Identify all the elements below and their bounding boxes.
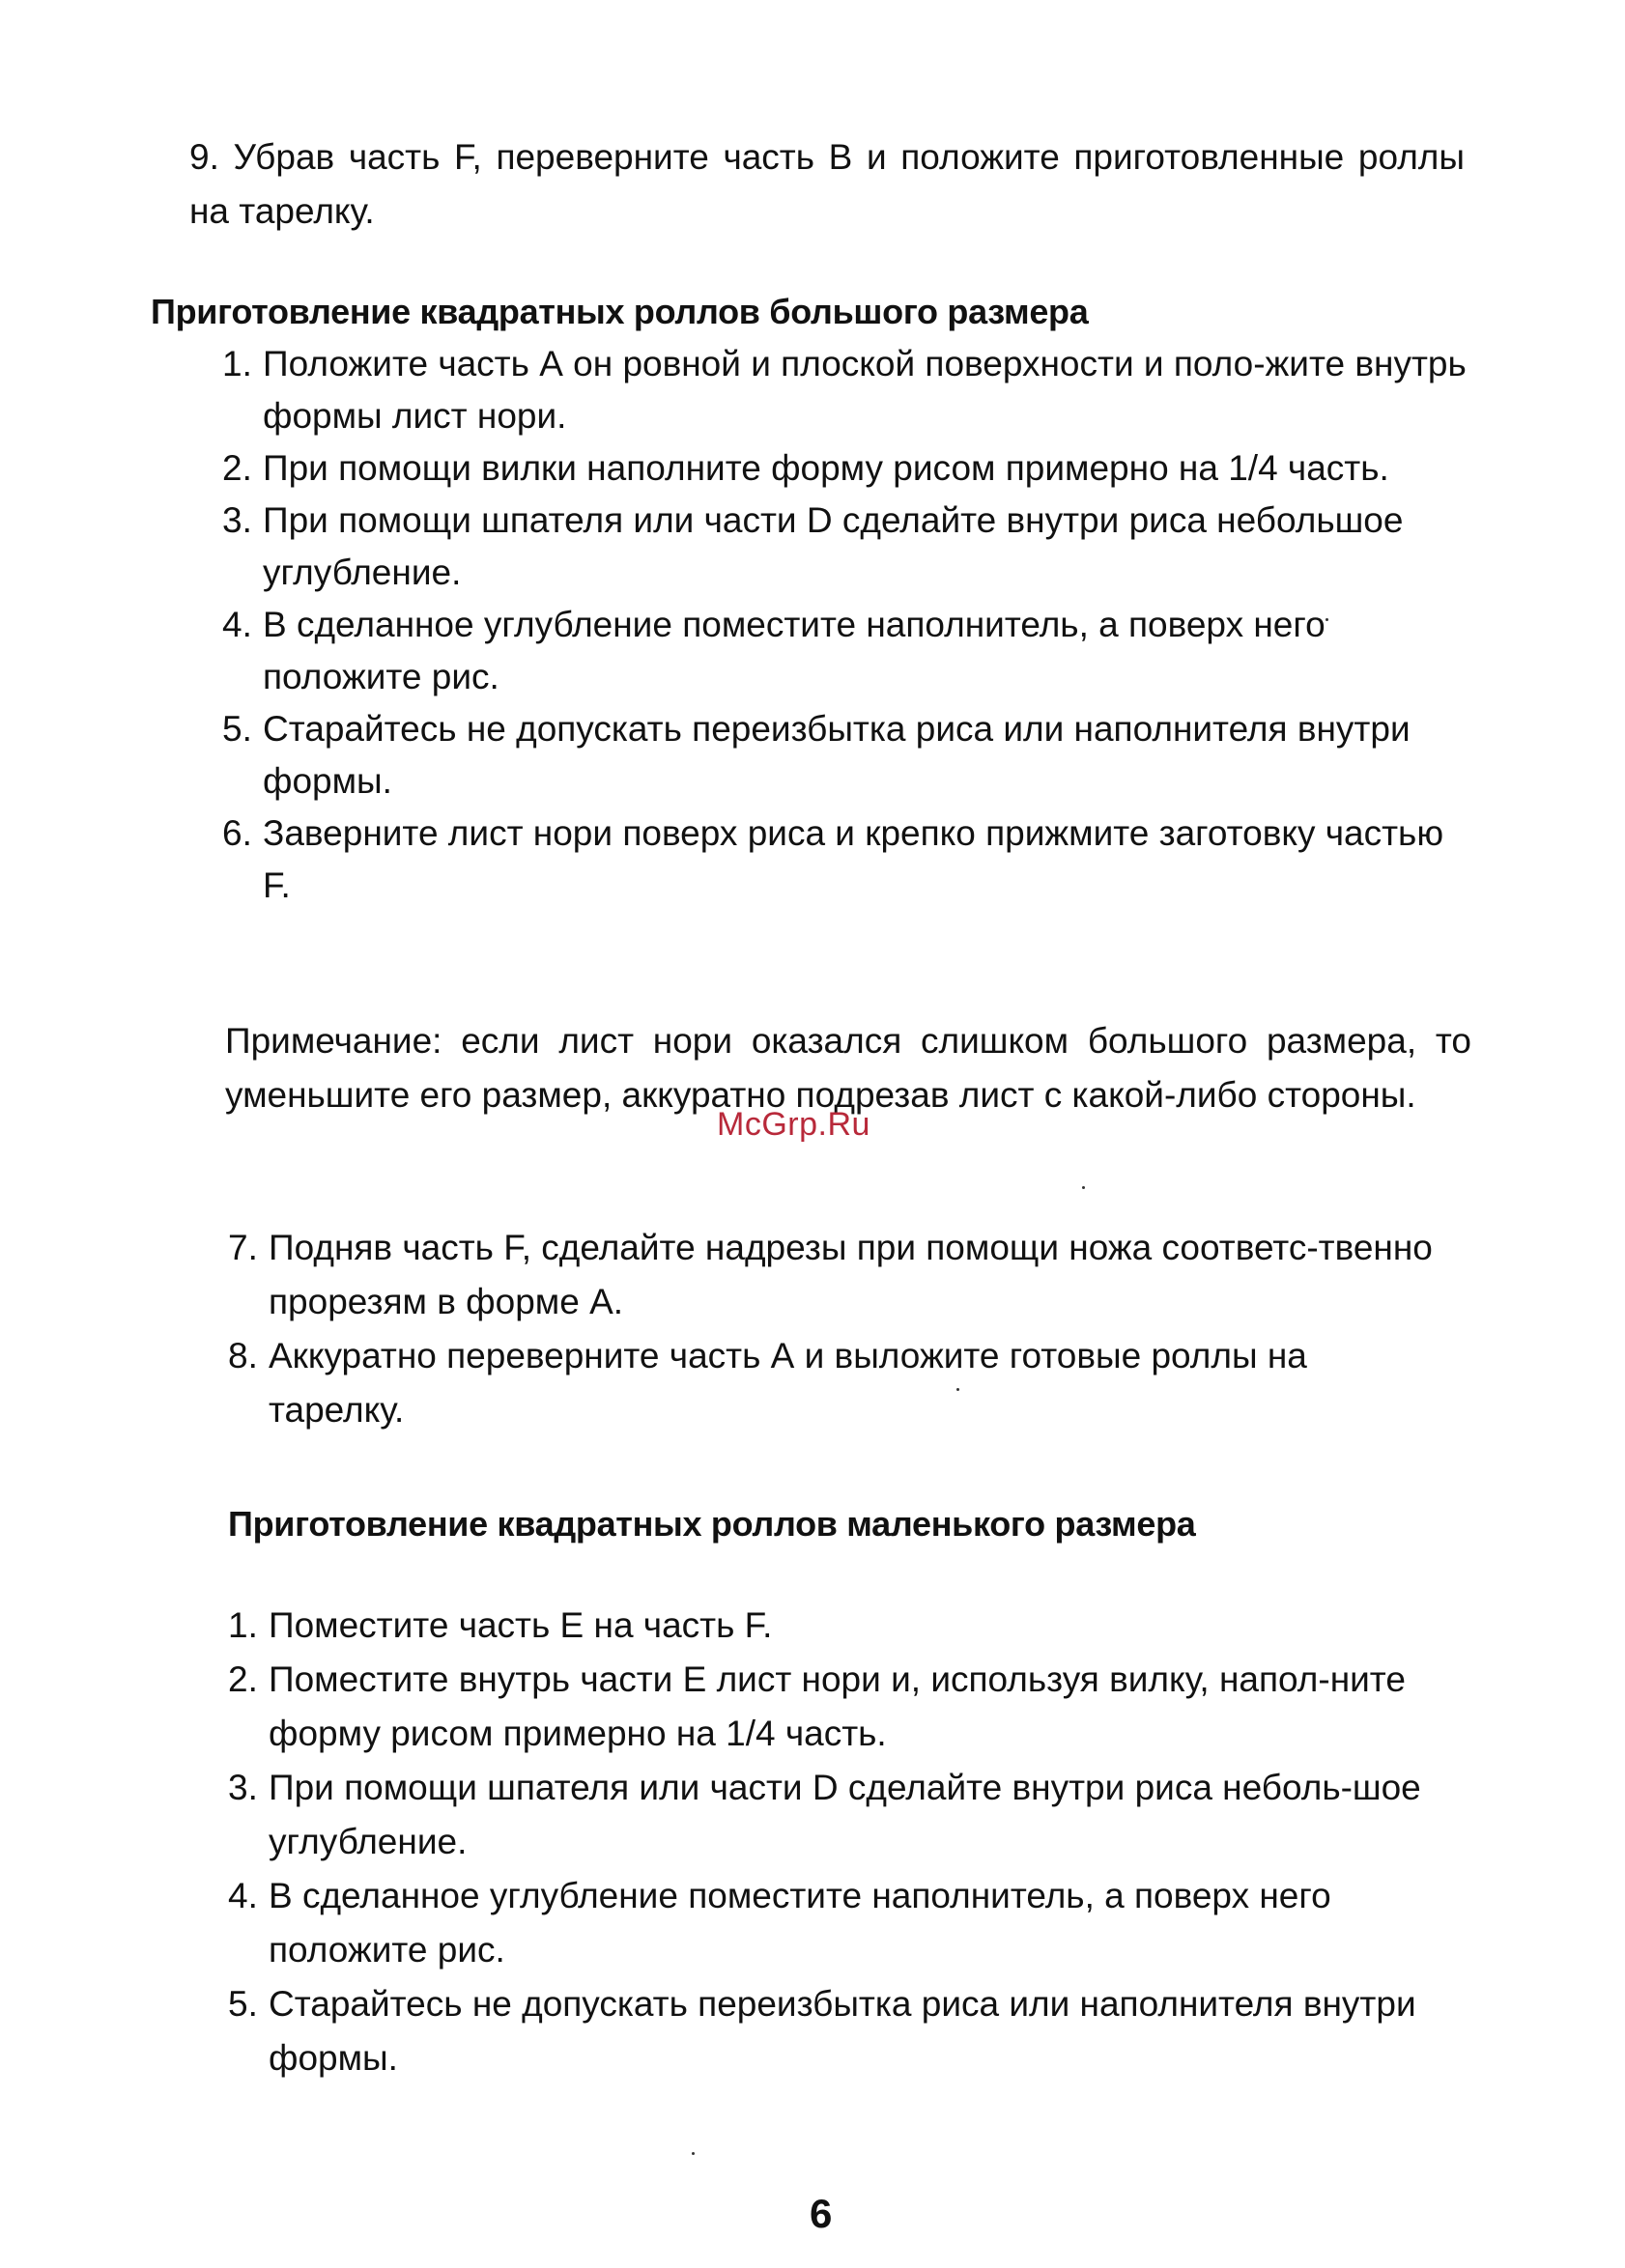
step-text: Старайтесь не допускать переизбытка риса или наполнителя внутри формы. — [263, 709, 1411, 801]
scan-speck — [692, 2152, 695, 2155]
list-item — [222, 442, 1478, 495]
list-item — [228, 1869, 1484, 1977]
step-number: 7. — [228, 1228, 258, 1267]
step-number: 8. — [228, 1336, 258, 1375]
step-number: 4. — [222, 605, 252, 644]
step-text: Подняв часть F, сделайте надрезы при помощи ножа соответс-твенно прорезям в форме А. — [269, 1228, 1433, 1321]
step-text: Поместите внутрь части Е лист нори и, используя вилку, напол-ните форму рисом примерно на 1/4 часть. — [269, 1659, 1406, 1753]
section-heading-large-rolls: Приготовление квадратных роллов большого размера — [151, 292, 1089, 331]
scan-speck — [1326, 618, 1328, 621]
step-text: При помощи шпателя или части D сделайте внутри риса неболь-шое углубление. — [269, 1768, 1421, 1861]
step-text: Поместите часть Е на часть F. — [269, 1605, 773, 1645]
list-item — [222, 495, 1478, 599]
step-text: В сделанное углубление поместите наполнитель, а поверх него положите рис. — [269, 1876, 1331, 1970]
step-text: В сделанное углубление поместите наполнитель, а поверх него положите рис. — [263, 605, 1326, 696]
list-item — [228, 1329, 1445, 1437]
step-text: Старайтесь не допускать переизбытка риса или наполнителя внутри формы. — [269, 1984, 1416, 2078]
list-item — [222, 338, 1478, 442]
list-item — [228, 1977, 1484, 2085]
note-paragraph: Примечание: если лист нори оказался слишком большого размера, то уменьшите его размер, аккуратно подрезав лист с какой-либо стороны. — [225, 1021, 1471, 1115]
step-number: 6. — [222, 813, 252, 853]
list-item — [228, 1653, 1484, 1761]
intro-paragraph: 9. Убрав часть F, переверните часть В и положите приготовленные роллы на тарелку. — [189, 137, 1465, 231]
large-rolls-steps-continued — [228, 1221, 1445, 1437]
step-text: Положите часть А он ровной и плоской поверхности и поло-жите внутрь формы лист нори. — [263, 344, 1467, 436]
section-heading-small-rolls: Приготовление квадратных роллов маленького размера — [228, 1504, 1196, 1544]
step-text: Заверните лист нори поверх риса и крепко прижмите заготовку частью F. — [263, 813, 1444, 905]
step-number: 5. — [222, 709, 252, 749]
step-number: 5. — [228, 1984, 258, 2024]
watermark: McGrp.Ru — [717, 1106, 870, 1143]
step-number: 2. — [228, 1659, 258, 1699]
step-number: 3. — [228, 1768, 258, 1807]
page-number: 6 — [810, 2191, 833, 2236]
step-text: При помощи вилки наполните форму рисом примерно на 1/4 часть. — [263, 448, 1389, 488]
list-item — [228, 1599, 1484, 1653]
step-number: 3. — [222, 500, 252, 540]
list-item — [222, 808, 1478, 912]
step-number: 1. — [222, 344, 252, 383]
list-item — [228, 1761, 1484, 1869]
list-item — [222, 703, 1478, 808]
step-text: При помощи шпателя или части D сделайте внутри риса небольшое углубление. — [263, 500, 1404, 592]
scan-speck — [1082, 1186, 1085, 1189]
step-text: Аккуратно переверните часть А и выложите готовые роллы на тарелку. — [269, 1336, 1307, 1430]
small-rolls-steps — [228, 1599, 1484, 2085]
list-item — [228, 1221, 1445, 1329]
large-rolls-steps — [222, 338, 1478, 912]
step-number: 4. — [228, 1876, 258, 1915]
scan-speck — [956, 1388, 959, 1391]
step-number: 2. — [222, 448, 252, 488]
step-number: 1. — [228, 1605, 258, 1645]
list-item — [222, 599, 1478, 703]
